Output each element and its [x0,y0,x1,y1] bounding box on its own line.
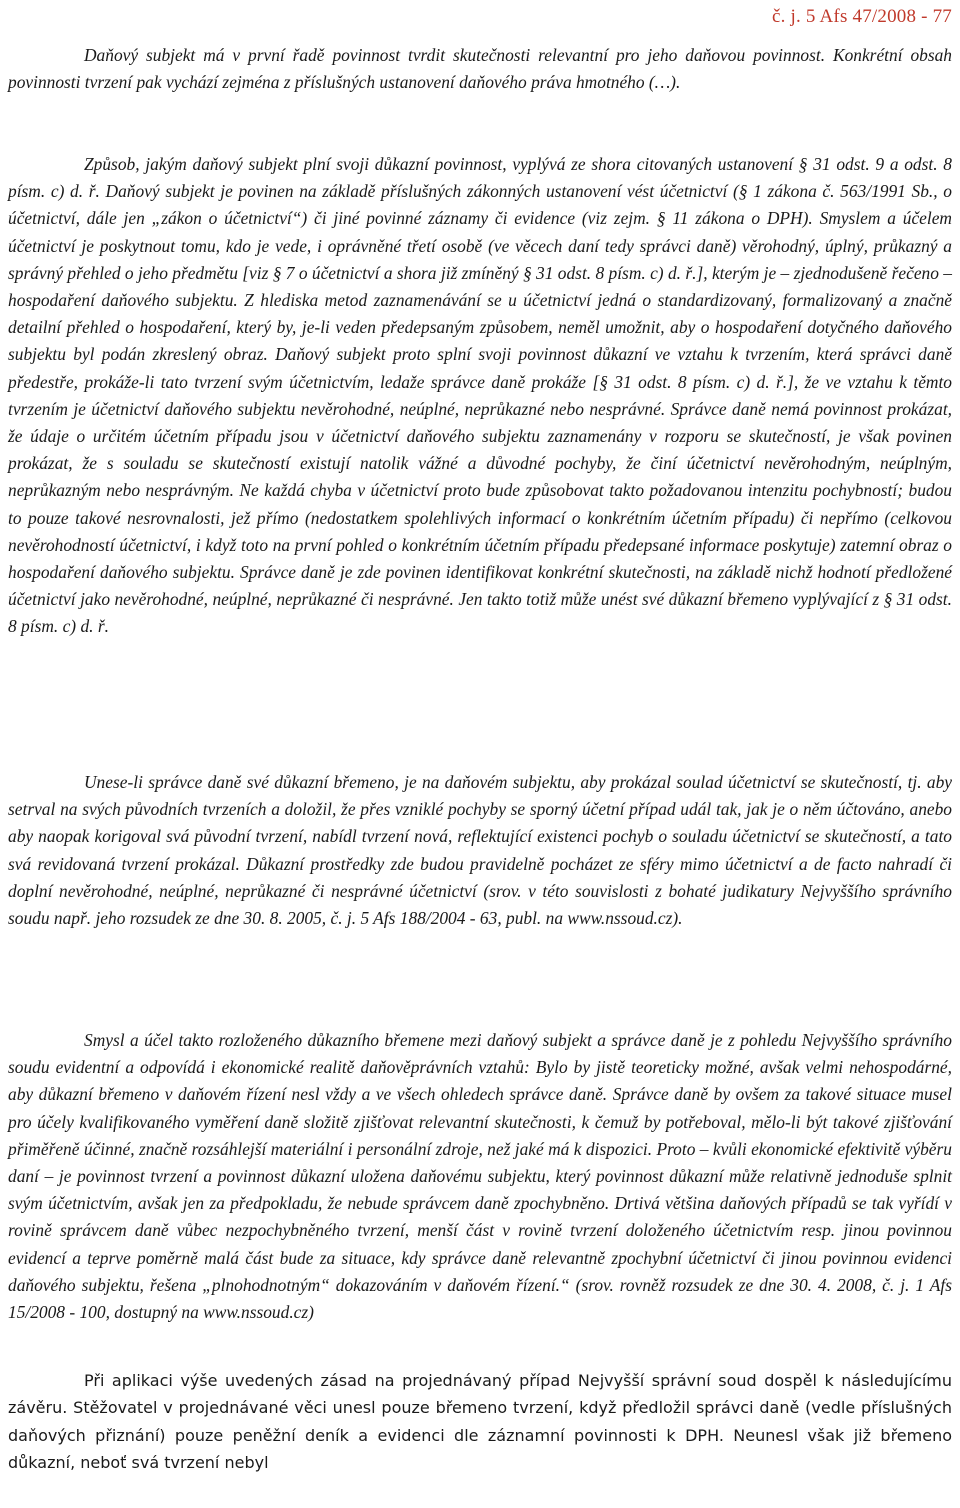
case-reference: č. j. 5 Afs 47/2008 - 77 [771,6,952,27]
paragraph-taxpayer-response: Unese-li správce daně své důkazní břemeno, je na daňovém subjektu, aby prokázal soulad účetnictví se skutečností, tj. aby setrval na svých původních tvrzeních a doložil, že přes vzniklé pochyby se sporný účetní případ udál tak, jak je o něm účtováno, anebo aby naopak korigoval svá původní tvrzení, nabídl tvrzení nová, reflektující existenci pochyb o souladu účetnictví se skutečností, a tato svá revidovaná tvrzení prokázal. Důkazní prostředky zde budou pravidelně pocházet ze sféry mimo účetnictví a de facto nahradí či doplní nevěrohodné, neúplné, neprůkazné či nesprávné účetnictví (srov. v této souvislosti z bohaté judikatury Nejvyššího správního soudu např. jeho rozsudek ze dne 30. 8. 2005, č. j. 5 Afs 188/2004 - 63, publ. na www.nssoud.cz). [8,772,952,929]
paragraph-application: Při aplikaci výše uvedených zásad na projednávaný případ Nejvyšší správní soud dospěl k následujícímu závěru. Stěžovatel v projednávané věci unesl pouze břemeno tvrzení, když předložil správci daně (vedle příslušných daňových přiznání) pouze peněžní deník a evidenci dle záznamní povinnosti k DPH. Neunesl však již břemeno důkazní, neboť svá tvrzení nebyl [8,1371,952,1473]
paragraph-purpose-of-burden: Smysl a účel takto rozloženého důkazního břemene mezi daňový subjekt a správce daně je z pohledu Nejvyššího správního soudu evidentní a odpovídá i ekonomické realitě daňověprávních vztahů: Bylo by jistě teoreticky možné, avšak velmi nehospodárné, aby důkazní břemeno v daňovém řízení nesl vždy a ve všech ohledech správce daně. Správce daně by ovšem za takové situace musel pro účely kvalifikovaného vyměření daně složitě zjišťovat relevantní skutečnosti, k čemuž by potřeboval, mělo-li být takové zjišťování přiměřeně účinné, značně rozsáhlejší materiální i personální zdroje, než jaké má k dispozici. Proto – kvůli ekonomické efektivitě výběru daní – je povinnost tvrzení a povinnost důkazní uložena daňovému subjektu, který povinnost důkazní může relativně jednoduše splnit svým účetnictvím, avšak jen za předpokladu, že nebude správcem daně zpochybněno. Drtivá většina daňových případů se tak vyřídí v rovině správcem daně vůbec nezpochybněného tvrzení, menší část v rovině tvrzení doloženého účetnictvím resp. jinou povinnou evidencí a teprve poměrně malá část bude za situace, kdy správce daně relevantně zpochybní účetnictví či jinou povinnou evidenci daňového subjektu, řešena „plnohodnotným“ dokazováním v daňovém řízení.“ (srov. rovněž rozsudek ze dne 30. 4. 2008, č. j. 1 Afs 15/2008 - 100, dostupný na www.nssoud.cz) [8,1030,952,1323]
paragraph-burden-of-assertion: Daňový subjekt má v první řadě povinnost tvrdit skutečnosti relevantní pro jeho daňovou povinnost. Konkrétní obsah povinnosti tvrzení pak vychází zejména z příslušných ustanovení daňového práva hmotného (…). [8,45,952,93]
paragraph-burden-of-proof: Způsob, jakým daňový subjekt plní svoji důkazní povinnost, vyplývá ze shora citovaných ustanovení § 31 odst. 9 a odst. 8 písm. c) d. ř. Daňový subjekt je povinen na základě příslušných zákonných ustanovení vést účetnictví (§ 1 zákona č. 563/1991 Sb., o účetnictví, dále jen „zákon o účetnictví“) či jiné povinné záznamy či evidence (viz zejm. § 11 zákona o DPH). Smyslem a účelem účetnictví je poskytnout tomu, kdo je vede, i oprávněné třetí osobě (ve věcech daní tedy správci daně) věrohodný, úplný, průkazný a správný přehled o jeho předmětu [viz § 7 o účetnictví a shora již zmíněný § 31 odst. 8 písm. c) d. ř.], kterým je – zjednodušeně řečeno – hospodaření daňového subjektu. Z hlediska metod zaznamenávání se u účetnictví jedná o standardizovaný, formalizovaný a značně detailní přehled o hospodaření, který by, je-li veden předepsaným způsobem, neměl umožnit, aby o hospodaření dotyčného daňového subjektu byl podán zkreslený obraz. Daňový subjekt proto splní svoji povinnost důkazní ve vztahu k tvrzením, která správci daně předestře, prokáže-li tato tvrzení svým účetnictvím, ledaže správce daně prokáže [§ 31 odst. 8 písm. c) d. ř.], že ve vztahu k těmto tvrzením je účetnictví daňového subjektu nevěrohodné, neúplné, neprůkazné nebo nesprávné. Správce daně nemá povinnost prokázat, že údaje o určitém účetním případu jsou v účetnictví daňového subjektu zaznamenány v rozporu se skutečností, je však povinen prokázat, že s souladu se skutečností existují natolik vážné a důvodné pochyby, že činí účetnictví nevěrohodným, neúplným, neprůkazným nebo nesprávným. Ne každá chyba v účetnictví proto bude způsobovat takto požadovanou intenzitu pochybností; budou to pouze takové nesrovnalosti, jež přímo (nedostatkem spolehlivých informací o konkrétním účetním případu) či nepřímo (celkovou nevěrohodností účetnictví, i když toto na první pohled o konkrétním účetním případu předepsané informace poskytuje) zatemní obraz o hospodaření daňového subjektu. Správce daně je zde povinen identifikovat konkrétní skutečnosti, na základě nichž hodnotí předložené účetnictví jako nevěrohodné, neúplné, neprůkazné či nesprávné. Jen takto totiž může unést své důkazní břemeno vyplývající z § 31 odst. 8 písm. c) d. ř. [8,154,952,637]
